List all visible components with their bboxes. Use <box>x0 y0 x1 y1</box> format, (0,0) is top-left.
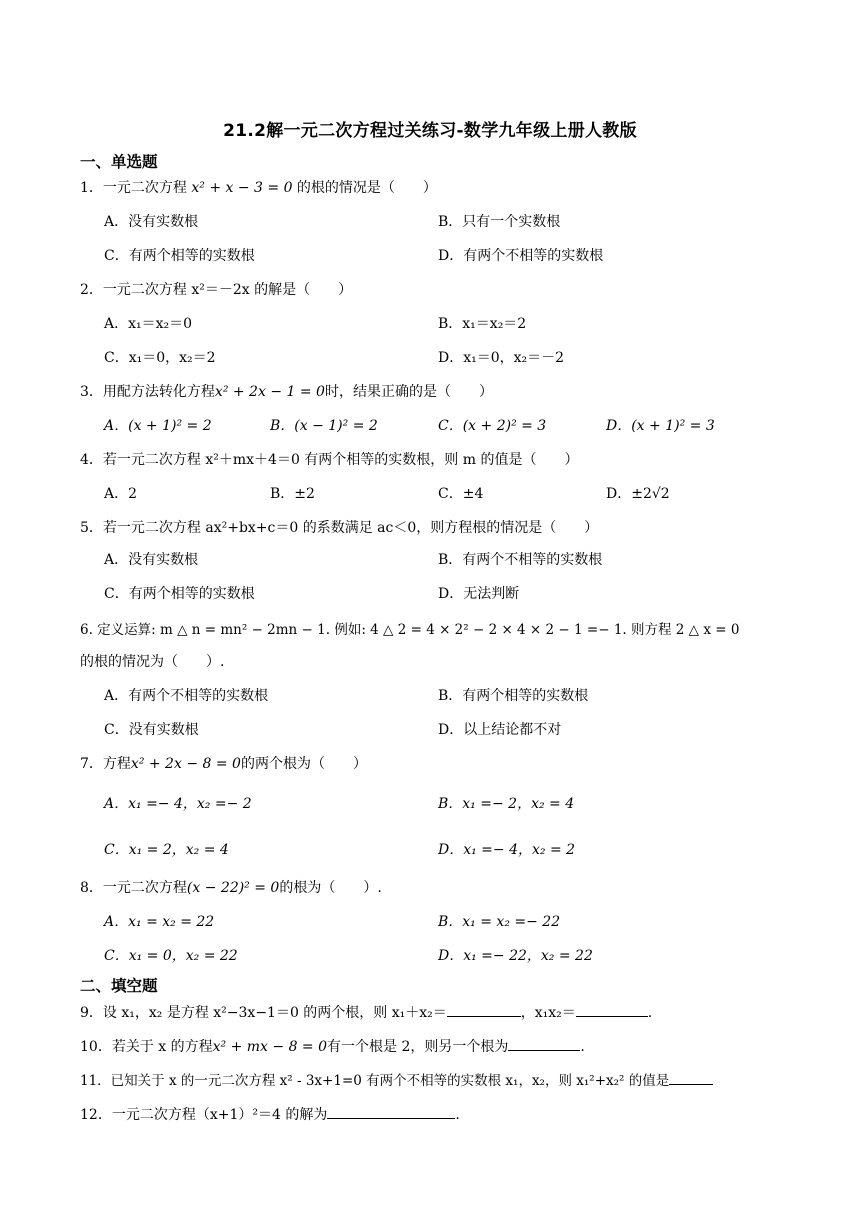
question-1-text-tail: 的根的情况是（ ） <box>292 180 437 196</box>
answer-blank-9a[interactable] <box>447 1002 521 1017</box>
question-3-option-d[interactable]: D．(x + 1)² = 3 <box>606 418 715 434</box>
question-7-equation: x² + 2x − 8 = 0 <box>130 756 241 772</box>
question-11-text: 11．已知关于 x 的一元二次方程 x² - 3x+1=0 有两个不相等的实数根 x₁，x₂，则 x₁²+x₂² 的值是 <box>80 1073 670 1089</box>
question-10-text-mid: 有一个根是 2，则另一个根为 <box>327 1039 509 1055</box>
question-10 <box>80 1036 585 1057</box>
question-5-option-a[interactable]: A．没有实数根 <box>104 552 199 568</box>
question-3-text-tail: 时，结果正确的是（ ） <box>324 384 493 400</box>
question-12 <box>80 1104 460 1125</box>
question-9-text: 9．设 x₁，x₂ 是方程 x²−3x−1＝0 的两个根，则 x₁＋x₂＝ <box>80 1005 447 1021</box>
question-4-option-a[interactable]: A．2 <box>104 486 138 502</box>
question-1-option-b[interactable]: B．只有一个实数根 <box>438 214 561 230</box>
question-2-option-b[interactable]: B．x₁＝x₂＝2 <box>438 316 527 332</box>
question-3-option-b[interactable]: B．(x − 1)² = 2 <box>270 418 378 434</box>
question-2-option-a[interactable]: A．x₁＝x₂＝0 <box>104 316 193 332</box>
question-12-text: 12．一元二次方程（x+1）²＝4 的解为 <box>80 1107 328 1123</box>
question-6-option-d[interactable]: D．以上结论都不对 <box>438 722 562 738</box>
question-4-stem: 4．若一元二次方程 x²＋mx＋4＝0 有两个相等的实数根，则 m 的值是（ ） <box>80 452 579 468</box>
answer-blank-12[interactable] <box>327 1104 455 1119</box>
question-8-option-c[interactable]: C．x₁ = 0，x₂ = 22 <box>104 948 238 964</box>
question-5-stem: 5．若一元二次方程 ax²+bx+c＝0 的系数满足 ac＜0，则方程根的情况是（ ） <box>80 520 599 536</box>
page-title: 21.2解一元二次方程过关练习-数学九年级上册人教版 <box>223 121 637 141</box>
question-1-stem <box>80 178 437 198</box>
question-7-option-a[interactable]: A．x₁ =− 4，x₂ =− 2 <box>104 796 252 812</box>
question-6-option-a[interactable]: A．有两个不相等的实数根 <box>104 688 269 704</box>
question-3-text: 3．用配方法转化方程 <box>80 384 215 400</box>
question-1-text: 1．一元二次方程 <box>80 180 192 196</box>
question-4-option-b[interactable]: B．±2 <box>270 486 315 502</box>
question-9 <box>80 1002 652 1023</box>
question-3-equation: x² + 2x − 1 = 0 <box>214 384 325 400</box>
question-10-text: 10．若关于 x 的方程 <box>80 1039 213 1055</box>
question-4-option-d[interactable]: D．±2√2 <box>606 486 670 502</box>
question-7-text-tail: 的两个根为（ ） <box>240 756 367 772</box>
question-2-stem: 2．一元二次方程 x²＝－2x 的解是（ ） <box>80 282 353 298</box>
answer-blank-11[interactable] <box>669 1070 713 1085</box>
answer-blank-10[interactable] <box>508 1036 580 1051</box>
question-9-text-tail: . <box>647 1005 653 1021</box>
question-4-option-c[interactable]: C．±4 <box>438 486 484 502</box>
question-8-text: 8．一元二次方程 <box>80 880 187 896</box>
question-10-text-tail: . <box>580 1039 585 1055</box>
question-5-option-d[interactable]: D．无法判断 <box>438 586 520 602</box>
question-1-option-d[interactable]: D．有两个不相等的实数根 <box>438 248 604 264</box>
question-5-option-c[interactable]: C．有两个相等的实数根 <box>104 586 255 602</box>
section-heading-fill-blank: 二、填空题 <box>80 977 158 995</box>
question-2-option-c[interactable]: C．x₁＝0，x₂＝2 <box>104 350 216 366</box>
question-9-text-mid: ，x₁x₂＝ <box>520 1005 576 1021</box>
question-5-option-b[interactable]: B．有两个不相等的实数根 <box>438 552 603 568</box>
question-1-equation: x² + x − 3 = 0 <box>191 180 293 196</box>
question-3-option-c[interactable]: C．(x + 2)² = 3 <box>438 418 547 434</box>
question-7-option-d[interactable]: D．x₁ =− 4，x₂ = 2 <box>438 842 576 858</box>
question-3-option-a[interactable]: A．(x + 1)² = 2 <box>104 418 212 434</box>
question-6-option-c[interactable]: C．没有实数根 <box>104 722 199 738</box>
question-6-option-b[interactable]: B．有两个相等的实数根 <box>438 688 589 704</box>
question-6-stem-line-1: 6. 定义运算: m △ n = mn² − 2mn − 1. 例如: 4 △ 2 = 4 × 2² − 2 × 4 × 2 − 1 =− 1. 则方程 2 △ x = 0 <box>80 622 740 638</box>
question-12-text-tail: . <box>455 1107 460 1123</box>
question-1-option-a[interactable]: A．没有实数根 <box>104 214 199 230</box>
question-8-option-a[interactable]: A．x₁ = x₂ = 22 <box>104 914 215 930</box>
question-3-stem <box>80 382 493 402</box>
question-10-equation: x² + mx − 8 = 0 <box>212 1039 328 1055</box>
question-7-stem <box>80 754 367 774</box>
question-8-option-d[interactable]: D．x₁ =− 22，x₂ = 22 <box>438 948 593 964</box>
answer-blank-9b[interactable] <box>576 1002 648 1017</box>
question-8-option-b[interactable]: B．x₁ = x₂ =− 22 <box>438 914 561 930</box>
question-7-text: 7．方程 <box>80 756 131 772</box>
section-heading-single-choice: 一、单选题 <box>80 153 158 171</box>
question-7-option-b[interactable]: B．x₁ =− 2，x₂ = 4 <box>438 796 575 812</box>
question-6-stem-line-2: 的根的情况为（ ）. <box>80 654 225 670</box>
question-1-option-c[interactable]: C．有两个相等的实数根 <box>104 248 255 264</box>
question-7-option-c[interactable]: C．x₁ = 2，x₂ = 4 <box>104 842 229 858</box>
question-8-text-tail: 的根为（ ）. <box>279 880 382 896</box>
question-8-equation: (x − 22)² = 0 <box>186 880 280 896</box>
question-2-option-d[interactable]: D．x₁＝0，x₂＝－2 <box>438 350 565 366</box>
question-8-stem <box>80 878 382 898</box>
question-11 <box>80 1070 713 1091</box>
